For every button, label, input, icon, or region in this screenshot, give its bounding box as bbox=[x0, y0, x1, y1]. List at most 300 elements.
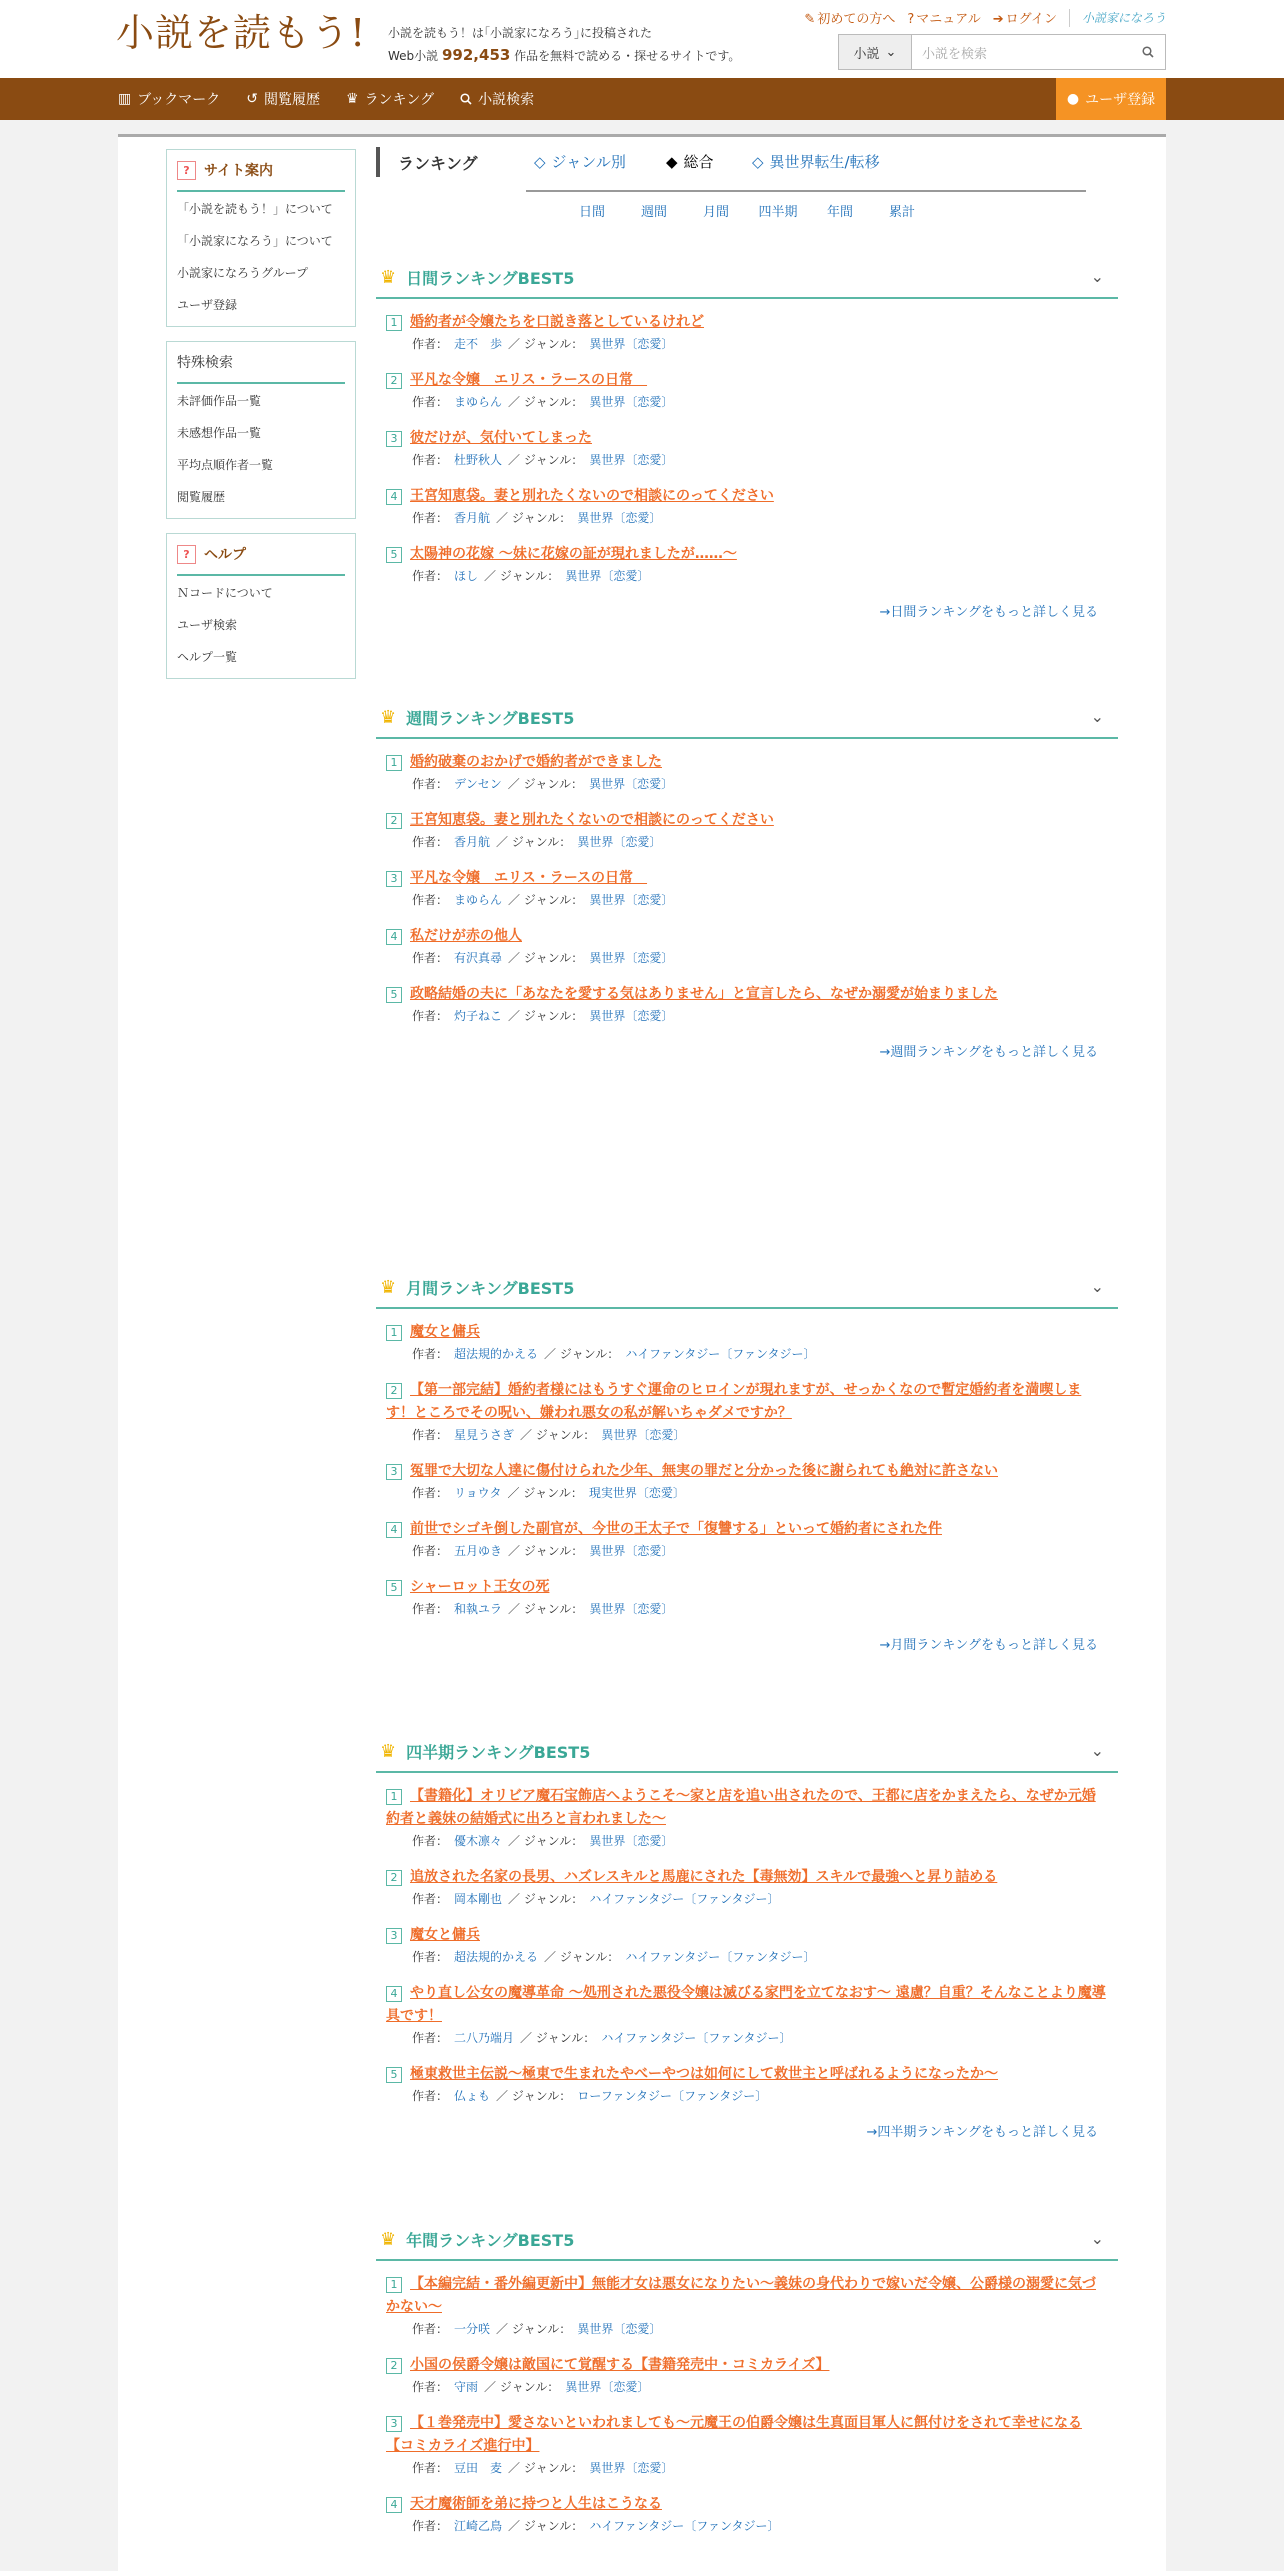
ranking-entry bbox=[386, 2412, 1108, 2478]
genre-link[interactable]: ハイファンタジー〔ファンタジー〕 bbox=[625, 1950, 816, 1964]
period-monthly[interactable]: 月間 bbox=[702, 204, 729, 220]
user-register-button[interactable] bbox=[1056, 78, 1166, 120]
period-weekly[interactable]: 週間 bbox=[640, 204, 667, 220]
author-label: 作者： bbox=[412, 569, 449, 583]
genre-link[interactable]: 異世界〔恋愛〕 bbox=[589, 1834, 674, 1848]
novel-title-link[interactable]: 追放された名家の長男、ハズレスキルと馬鹿にされた【毒無効】スキルで最強へと昇り詰める bbox=[410, 1869, 998, 1885]
author-link[interactable]: 優木凛々 bbox=[454, 1834, 503, 1848]
manual-link[interactable] bbox=[907, 8, 980, 27]
entry-title-row bbox=[386, 1518, 1108, 1541]
rank-badge: 2 bbox=[386, 2358, 402, 2374]
genre-link[interactable]: 異世界〔恋愛〕 bbox=[577, 511, 662, 525]
ranking-entry bbox=[386, 427, 1108, 470]
author-link[interactable]: 杜野秋人 bbox=[454, 453, 503, 467]
ranking-entry bbox=[386, 1379, 1108, 1445]
author-label: 作者： bbox=[412, 2089, 449, 2103]
genre-label: ／ ジャンル： bbox=[496, 511, 572, 525]
sidebar-item-help-list[interactable]: ヘルプ一覧 bbox=[177, 649, 238, 664]
tagline-suffix: 作品を無料で読める・探せるサイトです。 bbox=[514, 49, 741, 63]
author-label: 作者： bbox=[412, 1834, 449, 1848]
author-label: 作者： bbox=[412, 2322, 449, 2336]
genre-label: ／ ジャンル： bbox=[508, 951, 584, 965]
ranking-entry bbox=[386, 1866, 1108, 1909]
diamond-outline-icon: ◇ bbox=[752, 152, 764, 171]
genre-link[interactable]: ハイファンタジー〔ファンタジー〕 bbox=[589, 1892, 780, 1906]
entry-title-row bbox=[386, 1785, 1108, 1831]
more-ranking-link[interactable]: →四半期ランキングをもっと詳しく見る bbox=[866, 2125, 1098, 2140]
more-ranking-link[interactable]: →週間ランキングをもっと詳しく見る bbox=[879, 1045, 1098, 1060]
entry-title-row bbox=[386, 1321, 1108, 1344]
site-guide-title bbox=[177, 150, 345, 192]
entry-title-row bbox=[386, 925, 1108, 948]
author-label: 作者： bbox=[412, 1347, 449, 1361]
novel-title-link[interactable]: 婚約者が令嬢たちを口説き落としているけれど bbox=[410, 314, 704, 330]
genre-link[interactable]: 異世界〔恋愛〕 bbox=[577, 2322, 662, 2336]
crown-icon: ♛ bbox=[380, 2228, 397, 2250]
genre-label: ／ ジャンル： bbox=[496, 2089, 572, 2103]
genre-label: ／ ジャンル： bbox=[496, 835, 572, 849]
nav-history-label: 閲覧履歴 bbox=[264, 92, 320, 108]
genre-label: ／ ジャンル： bbox=[508, 2461, 584, 2475]
entry-title-row bbox=[386, 2412, 1108, 2458]
tab-isekai-label: 異世界転生/転移 bbox=[769, 153, 880, 171]
genre-link[interactable]: 異世界〔恋愛〕 bbox=[589, 337, 674, 351]
entry-title-row bbox=[386, 1379, 1108, 1425]
author-link[interactable]: デンセン bbox=[454, 777, 502, 791]
novel-title-link[interactable]: 極東救世主伝説～極東で生まれたやべーやつは如何にして救世主と呼ばれるようになったか～ bbox=[410, 2066, 998, 2082]
author-link[interactable]: 一分咲 bbox=[454, 2322, 491, 2336]
ranking-entry bbox=[386, 1576, 1108, 1619]
section-header[interactable] bbox=[376, 697, 1118, 739]
ranking-section bbox=[376, 1267, 1118, 1653]
ranking-entry bbox=[386, 809, 1108, 852]
genre-link[interactable]: 異世界〔恋愛〕 bbox=[589, 893, 674, 907]
genre-label: ／ ジャンル： bbox=[508, 1009, 584, 1023]
sidebar-item-history[interactable]: 閲覧履歴 bbox=[177, 489, 226, 504]
rank-badge: 4 bbox=[386, 1986, 402, 2002]
sidebar-item-no-review[interactable]: 未感想作品一覧 bbox=[177, 425, 262, 440]
genre-label: ／ ジャンル： bbox=[508, 1602, 584, 1616]
genre-link[interactable]: 異世界〔恋愛〕 bbox=[589, 777, 674, 791]
tagline-line1: 小説を読もう！は｢小説家になろう｣に投稿された bbox=[388, 26, 653, 40]
author-link[interactable]: ほし bbox=[454, 569, 479, 583]
main-nav bbox=[0, 78, 1284, 120]
rank-badge: 5 bbox=[386, 987, 402, 1003]
genre-link[interactable]: 異世界〔恋愛〕 bbox=[589, 1602, 674, 1616]
ranking-section bbox=[376, 1731, 1118, 2140]
rank-badge: 2 bbox=[386, 1870, 402, 1886]
entry-meta bbox=[412, 1947, 1108, 1967]
author-label: 作者： bbox=[412, 1486, 449, 1500]
author-link[interactable]: 灼子ねこ bbox=[454, 1009, 503, 1023]
tab-overall-label: 総合 bbox=[683, 153, 714, 171]
entry-title-row bbox=[386, 867, 1108, 890]
entry-title-row bbox=[386, 543, 1108, 566]
chevron-down-icon[interactable]: ⌄ bbox=[1090, 1741, 1104, 1760]
period-quarterly[interactable]: 四半期 bbox=[758, 204, 798, 220]
genre-link[interactable]: ハイファンタジー〔ファンタジー〕 bbox=[601, 2031, 792, 2045]
author-link[interactable]: 星見うさぎ bbox=[454, 1428, 515, 1442]
entry-title-row bbox=[386, 751, 1108, 774]
rank-badge: 3 bbox=[386, 871, 402, 887]
author-link[interactable]: まゆらん bbox=[454, 395, 503, 409]
more-ranking-link[interactable]: →日間ランキングをもっと詳しく見る bbox=[879, 605, 1098, 620]
author-link[interactable]: リョウタ bbox=[454, 1486, 502, 1500]
novel-title-link[interactable]: 【書籍化】オリビア魔石宝飾店へようこそ～家と店を追い出されたので、王都に店をかまえたら、なぜか元婚約者と義妹の結婚式に出ろと言われました～ bbox=[386, 1788, 1096, 1827]
ranking-entry bbox=[386, 311, 1108, 354]
ranking-list bbox=[376, 1773, 1118, 2106]
entry-meta bbox=[412, 2377, 1108, 2397]
genre-link[interactable]: ローファンタジー〔ファンタジー〕 bbox=[577, 2089, 768, 2103]
rank-badge: 1 bbox=[386, 1325, 402, 1341]
ranking-tabs bbox=[376, 137, 1118, 193]
section-header[interactable] bbox=[376, 257, 1118, 299]
ranking-entry bbox=[386, 2354, 1108, 2397]
ranking-section bbox=[376, 697, 1118, 1060]
help-title bbox=[177, 534, 345, 576]
rank-badge: 1 bbox=[386, 315, 402, 331]
entry-title-row bbox=[386, 2273, 1108, 2319]
help-box bbox=[166, 533, 356, 679]
novel-title-link[interactable]: 彼だけが、気付いてしまった bbox=[410, 430, 592, 446]
entry-meta bbox=[412, 508, 1108, 528]
entry-meta bbox=[412, 948, 1108, 968]
tab-underline bbox=[526, 190, 1086, 192]
entry-title-row bbox=[386, 2354, 1108, 2377]
ranking-entry bbox=[386, 1321, 1108, 1364]
rank-badge: 2 bbox=[386, 373, 402, 389]
author-label: 作者： bbox=[412, 893, 449, 907]
sidebar-item-avg-score-authors[interactable]: 平均点順作者一覧 bbox=[177, 457, 274, 472]
author-link[interactable]: 二八乃端月 bbox=[454, 2031, 515, 2045]
entry-meta bbox=[412, 774, 1108, 794]
novel-title-link[interactable]: 太陽神の花嫁 ～妹に花嫁の証が現れましたが……～ bbox=[410, 546, 737, 562]
author-link[interactable]: 豆田 麦 bbox=[454, 2461, 503, 2475]
author-link[interactable]: 走不 歩 bbox=[454, 337, 503, 351]
rank-badge: 1 bbox=[386, 1789, 402, 1805]
genre-link[interactable]: 異世界〔恋愛〕 bbox=[589, 1544, 674, 1558]
entry-meta bbox=[412, 1831, 1108, 1851]
ranking-entry bbox=[386, 2493, 1108, 2536]
nav-history[interactable] bbox=[246, 89, 320, 109]
novel-title-link[interactable]: 冤罪で大切な人達に傷付けられた少年、無実の罪だと分かった後に謝られても絶対に許さない bbox=[410, 1463, 998, 1479]
search-button[interactable] bbox=[1131, 35, 1165, 69]
genre-label: ／ ジャンル： bbox=[520, 1428, 596, 1442]
chevron-down-icon: ⌄ bbox=[885, 44, 897, 60]
novel-title-link[interactable]: 天才魔術師を弟に持つと人生はこうなる bbox=[410, 2496, 662, 2512]
genre-link[interactable]: 現実世界〔恋愛〕 bbox=[588, 1486, 685, 1500]
author-label: 作者： bbox=[412, 835, 449, 849]
nav-bookmark[interactable] bbox=[118, 89, 220, 109]
entry-meta bbox=[412, 1599, 1108, 1619]
ranking-entry bbox=[386, 543, 1108, 586]
ranking-heading: ランキング bbox=[376, 147, 478, 177]
novel-title-link[interactable]: 政略結婚の夫に「あなたを愛する気はありません」と宣言したら、なぜか溺愛が始まりました bbox=[410, 986, 998, 1002]
tab-isekai[interactable] bbox=[752, 151, 880, 172]
genre-link[interactable]: 異世界〔恋愛〕 bbox=[565, 569, 650, 583]
diamond-outline-icon: ◇ bbox=[534, 152, 546, 171]
entry-title-row bbox=[386, 369, 1108, 392]
author-link[interactable]: 香月航 bbox=[454, 511, 491, 525]
author-link[interactable]: 和執ユラ bbox=[454, 1602, 503, 1616]
chevron-down-icon[interactable]: ⌄ bbox=[1090, 1277, 1104, 1296]
genre-link[interactable]: 異世界〔恋愛〕 bbox=[577, 835, 662, 849]
rank-badge: 4 bbox=[386, 489, 402, 505]
novel-title-link[interactable]: 【第一部完結】婚約者様にはもうすぐ運命のヒロインが現れますが、せっかくなので暫定婚約者を満喫します！ところでその呪い、嫌われ悪女の私が解いちゃダメですか？ bbox=[386, 1382, 1082, 1421]
genre-label: ／ ジャンル： bbox=[508, 1834, 584, 1848]
crown-icon: ♛ bbox=[380, 1740, 397, 1762]
crown-icon: ♛ bbox=[380, 1276, 397, 1298]
rank-badge: 3 bbox=[386, 1928, 402, 1944]
entry-meta bbox=[412, 334, 1108, 354]
book-icon: ✎ bbox=[804, 12, 816, 27]
genre-label: ／ ジャンル： bbox=[507, 777, 584, 791]
user-icon: ● bbox=[1066, 91, 1080, 107]
entry-meta bbox=[412, 1425, 1108, 1445]
ranking-entry bbox=[386, 485, 1108, 528]
crown-icon: ♛ bbox=[380, 266, 397, 288]
ranking-entry bbox=[386, 369, 1108, 412]
sidebar-item-ncode[interactable]: Ｎコードについて bbox=[177, 585, 273, 600]
ranking-section bbox=[376, 257, 1118, 620]
genre-label: ／ ジャンル： bbox=[544, 1950, 620, 1964]
novel-title-link[interactable]: 前世でシゴキ倒した副官が、今世の王太子で「復讐する」といって婚約者にされた件 bbox=[410, 1521, 942, 1537]
novel-title-link[interactable]: 王宮知恵袋。妻と別れたくないので相談にのってください bbox=[410, 812, 774, 828]
genre-link[interactable]: 異世界〔恋愛〕 bbox=[589, 951, 674, 965]
rank-badge: 2 bbox=[386, 1383, 402, 1399]
rank-badge: 5 bbox=[386, 2067, 402, 2083]
author-label: 作者： bbox=[412, 2380, 449, 2394]
author-label: 作者： bbox=[412, 395, 449, 409]
entry-meta bbox=[412, 1889, 1108, 1909]
ranking-section bbox=[376, 2219, 1118, 2551]
section-header[interactable] bbox=[376, 2219, 1118, 2261]
more-ranking-link[interactable]: →月間ランキングをもっと詳しく見る bbox=[879, 1638, 1098, 1653]
author-label: 作者： bbox=[412, 2031, 449, 2045]
site-logo[interactable]: 小説を読もう! bbox=[116, 11, 367, 55]
rank-badge: 4 bbox=[386, 1522, 402, 1538]
entry-meta bbox=[412, 890, 1108, 910]
novel-title-link[interactable]: 王宮知恵袋。妻と別れたくないので相談にのってください bbox=[410, 488, 774, 504]
nav-ranking-label: ランキング bbox=[364, 92, 435, 108]
genre-label: ／ ジャンル： bbox=[484, 569, 560, 583]
author-label: 作者： bbox=[412, 777, 449, 791]
ranking-entry bbox=[386, 1460, 1108, 1503]
entry-meta bbox=[412, 1344, 1108, 1364]
entry-title-row bbox=[386, 485, 1108, 508]
entry-title-row bbox=[386, 1576, 1108, 1599]
section-title: 月間ランキングBEST5 bbox=[406, 1278, 575, 1298]
novel-title-link[interactable]: シャーロット王女の死 bbox=[410, 1579, 550, 1595]
search-category-value: 小説 bbox=[853, 46, 880, 62]
genre-link[interactable]: 異世界〔恋愛〕 bbox=[589, 453, 674, 467]
section-header[interactable] bbox=[376, 1731, 1118, 1773]
ranking-list bbox=[376, 1309, 1118, 1619]
author-label: 作者： bbox=[412, 1950, 449, 1964]
author-link[interactable]: 守雨 bbox=[454, 2380, 479, 2394]
tagline-prefix: Web小説 bbox=[388, 49, 439, 63]
ranking-entry bbox=[386, 867, 1108, 910]
ranking-entry bbox=[386, 1785, 1108, 1851]
period-yearly[interactable]: 年間 bbox=[826, 204, 853, 220]
ranking-entry bbox=[386, 1518, 1108, 1561]
narou-logo-link[interactable]: 小説家になろう bbox=[1081, 11, 1166, 25]
author-link[interactable]: 江崎乙鳥 bbox=[454, 2519, 503, 2533]
sidebar-item-user-register[interactable]: ユーザ登録 bbox=[177, 297, 238, 312]
ranking-entry bbox=[386, 983, 1108, 1026]
genre-link[interactable]: ハイファンタジー〔ファンタジー〕 bbox=[589, 2519, 780, 2533]
novel-title-link[interactable]: 小国の侯爵令嬢は敵国にて覚醒する【書籍発売中・コミカライズ】 bbox=[410, 2357, 830, 2373]
genre-label: ／ ジャンル： bbox=[508, 893, 584, 907]
author-link[interactable]: 仏ょも bbox=[454, 2089, 491, 2103]
genre-link[interactable]: 異世界〔恋愛〕 bbox=[589, 1009, 674, 1023]
section-title: 四半期ランキングBEST5 bbox=[406, 1742, 591, 1762]
rank-badge: 3 bbox=[386, 2416, 402, 2432]
genre-link[interactable]: 異世界〔恋愛〕 bbox=[565, 2380, 650, 2394]
entry-title-row bbox=[386, 809, 1108, 832]
site-header bbox=[0, 0, 1284, 78]
novel-title-link[interactable]: 魔女と傭兵 bbox=[410, 1927, 480, 1943]
section-title: 日間ランキングBEST5 bbox=[406, 268, 575, 288]
entry-meta bbox=[412, 832, 1108, 852]
author-label: 作者： bbox=[412, 2461, 449, 2475]
section-header[interactable] bbox=[376, 1267, 1118, 1309]
novel-title-link[interactable]: 【１巻発売中】愛さないといわれましても～元魔王の伯爵令嬢は生真面目軍人に餌付けをされて幸せになる【コミカライズ進行中】 bbox=[386, 2415, 1082, 2454]
ranking-entry bbox=[386, 751, 1108, 794]
login-label: ログイン bbox=[1005, 12, 1057, 27]
genre-label: ／ ジャンル： bbox=[508, 395, 584, 409]
entry-meta bbox=[412, 1006, 1108, 1026]
author-label: 作者： bbox=[412, 337, 449, 351]
chevron-down-icon[interactable]: ⌄ bbox=[1090, 2229, 1104, 2248]
ranking-list bbox=[376, 299, 1118, 586]
entry-meta bbox=[412, 2458, 1108, 2478]
crown-icon: ♛ bbox=[346, 91, 359, 107]
author-link[interactable]: 超法規的かえる bbox=[454, 1347, 539, 1361]
diamond-filled-icon: ◆ bbox=[666, 152, 678, 171]
entry-meta bbox=[412, 392, 1108, 412]
entry-meta bbox=[412, 2516, 1108, 2536]
entry-title-row bbox=[386, 1924, 1108, 1947]
period-links bbox=[376, 193, 1118, 227]
entry-title-row bbox=[386, 311, 1108, 334]
rank-badge: 1 bbox=[386, 755, 402, 771]
entry-meta bbox=[412, 566, 1108, 586]
bookmark-icon: ▥ bbox=[118, 91, 132, 107]
entry-meta bbox=[412, 2319, 1108, 2339]
author-link[interactable]: 有沢真尋 bbox=[454, 951, 503, 965]
nav-search[interactable] bbox=[460, 89, 534, 109]
sidebar-item-about-yomou[interactable]: 「小説を読もう！」について bbox=[177, 201, 333, 216]
main-content bbox=[376, 137, 1118, 2533]
ranking-entry bbox=[386, 2063, 1108, 2106]
novel-title-link[interactable]: 魔女と傭兵 bbox=[410, 1324, 480, 1340]
history-icon: ↺ bbox=[246, 91, 258, 107]
rank-badge: 5 bbox=[386, 547, 402, 563]
period-cumulative[interactable]: 累計 bbox=[888, 204, 915, 220]
entry-title-row bbox=[386, 2063, 1108, 2086]
genre-label: ／ ジャンル： bbox=[544, 1347, 620, 1361]
genre-label: ／ ジャンル： bbox=[484, 2380, 560, 2394]
author-link[interactable]: まゆらん bbox=[454, 893, 503, 907]
login-link[interactable] bbox=[993, 8, 1057, 27]
novel-title-link[interactable]: 婚約破棄のおかげで婚約者ができました bbox=[410, 754, 662, 770]
novel-title-link[interactable]: やり直し公女の魔導革命 ～処刑された悪役令嬢は滅びる家門を立てなおす～ 遠慮？自重？そんなことより魔導具です！ bbox=[386, 1985, 1106, 2024]
sidebar-item-narou-group[interactable]: 小説家になろうグループ bbox=[177, 265, 309, 280]
beginner-label: 初めての方へ bbox=[817, 12, 896, 27]
beginner-link[interactable] bbox=[804, 8, 895, 27]
crown-icon: ♛ bbox=[380, 706, 397, 728]
genre-label: ／ ジャンル： bbox=[508, 1892, 584, 1906]
tab-genre[interactable] bbox=[534, 151, 626, 172]
sidebar-item-about-narou[interactable]: 「小説家になろう」について bbox=[177, 233, 333, 248]
author-label: 作者： bbox=[412, 453, 449, 467]
sidebar-item-unrated[interactable]: 未評価作品一覧 bbox=[177, 393, 262, 408]
search-icon bbox=[460, 93, 472, 105]
genre-link[interactable]: 異世界〔恋愛〕 bbox=[589, 395, 674, 409]
chevron-down-icon[interactable]: ⌄ bbox=[1090, 267, 1104, 286]
genre-label: ／ ジャンル： bbox=[508, 1544, 584, 1558]
genre-link[interactable]: 異世界〔恋愛〕 bbox=[589, 2461, 674, 2475]
section-title: 年間ランキングBEST5 bbox=[406, 2230, 575, 2250]
search-icon bbox=[1142, 46, 1154, 58]
site-guide-title-text: サイト案内 bbox=[204, 163, 274, 179]
sidebar-item-user-search[interactable]: ユーザ検索 bbox=[177, 617, 238, 632]
entry-title-row bbox=[386, 427, 1108, 450]
ranking-entry bbox=[386, 1982, 1108, 2048]
author-link[interactable]: 五月ゆき bbox=[454, 1544, 503, 1558]
entry-meta bbox=[412, 450, 1108, 470]
entry-meta bbox=[412, 1541, 1108, 1561]
novel-title-link[interactable]: 【本編完結・番外編更新中】無能才女は悪女になりたい～義妹の身代わりで嫁いだ令嬢、公爵様の溺愛に気づかない～ bbox=[386, 2276, 1096, 2315]
search-input[interactable]: 小説を検索 bbox=[922, 46, 988, 62]
novel-title-link[interactable]: 私だけが赤の他人 bbox=[410, 928, 522, 944]
novel-title-link[interactable]: 平凡な令嬢 エリス・ラースの日常 bbox=[410, 372, 648, 388]
author-link[interactable]: 岡本剛也 bbox=[454, 1892, 503, 1906]
entry-title-row bbox=[386, 1982, 1108, 2028]
nav-ranking[interactable] bbox=[346, 89, 434, 109]
top-links bbox=[804, 8, 1166, 27]
chevron-down-icon[interactable]: ⌄ bbox=[1090, 707, 1104, 726]
period-daily[interactable]: 日間 bbox=[578, 204, 605, 220]
genre-link[interactable]: 異世界〔恋愛〕 bbox=[601, 1428, 686, 1442]
ranking-list bbox=[376, 739, 1118, 1026]
author-link[interactable]: 超法規的かえる bbox=[454, 1950, 539, 1964]
entry-title-row bbox=[386, 1460, 1108, 1483]
author-label: 作者： bbox=[412, 1544, 449, 1558]
entry-title-row bbox=[386, 983, 1108, 1006]
rank-badge: 5 bbox=[386, 1580, 402, 1596]
nav-search-label: 小説検索 bbox=[478, 92, 535, 108]
rank-badge: 1 bbox=[386, 2277, 402, 2293]
genre-link[interactable]: ハイファンタジー〔ファンタジー〕 bbox=[625, 1347, 816, 1361]
author-label: 作者： bbox=[412, 951, 449, 965]
tagline-line2 bbox=[388, 44, 740, 67]
rank-badge: 2 bbox=[386, 813, 402, 829]
author-label: 作者： bbox=[412, 2519, 449, 2533]
login-icon: ➔ bbox=[992, 12, 1004, 27]
novel-title-link[interactable]: 平凡な令嬢 エリス・ラースの日常 bbox=[410, 870, 648, 886]
author-link[interactable]: 香月航 bbox=[454, 835, 491, 849]
tab-genre-label: ジャンル別 bbox=[551, 153, 626, 171]
genre-label: ／ ジャンル： bbox=[508, 453, 584, 467]
ranking-entry bbox=[386, 1924, 1108, 1967]
tab-overall[interactable] bbox=[666, 151, 714, 172]
author-label: 作者： bbox=[412, 1892, 449, 1906]
entry-meta bbox=[412, 2028, 1108, 2048]
search-category-select[interactable] bbox=[839, 35, 912, 69]
entry-title-row bbox=[386, 2493, 1108, 2516]
